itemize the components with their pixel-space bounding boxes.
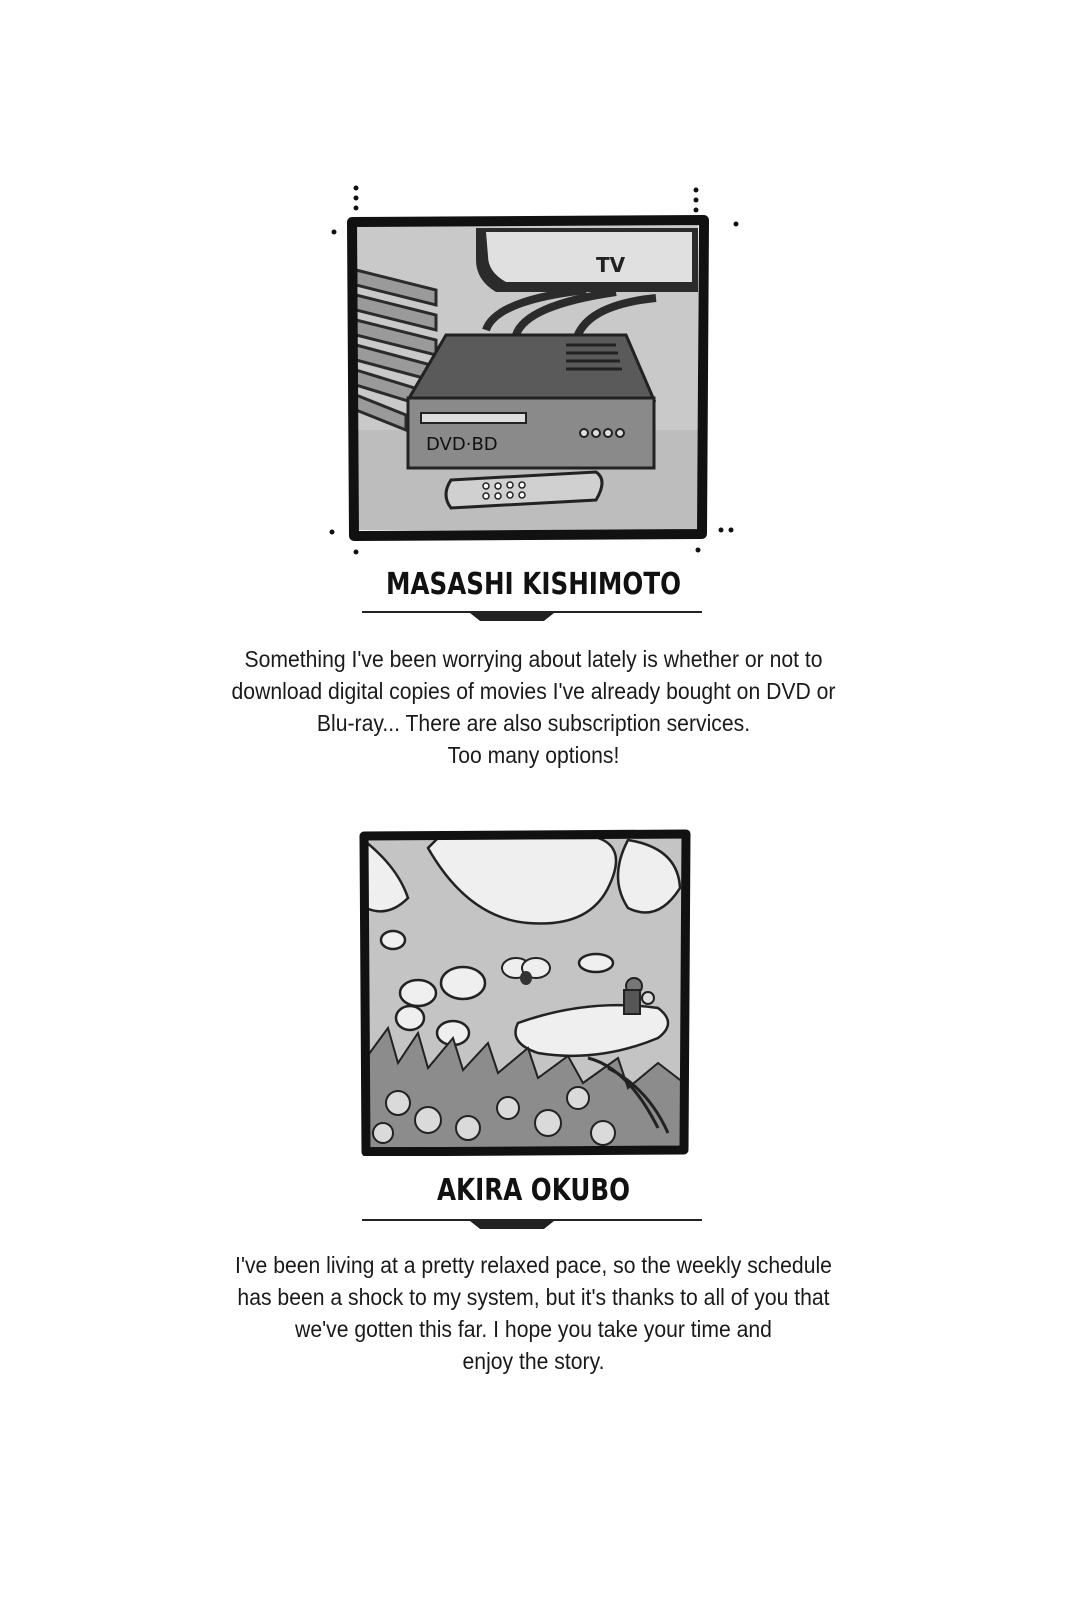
player-label: DVD·BD bbox=[426, 434, 498, 455]
comment-line: has been a shock to my system, but it's thanks to all of you that bbox=[237, 1284, 830, 1310]
author-name: MASASHI KISHIMOTO bbox=[385, 567, 682, 602]
comment-line: enjoy the story. bbox=[462, 1348, 605, 1374]
comment-line: Too many options! bbox=[447, 742, 620, 768]
author-comment bbox=[208, 1249, 858, 1377]
name-underline-tab bbox=[470, 613, 554, 621]
tv-label: TV bbox=[596, 253, 626, 277]
tv-dvd-illustration bbox=[326, 180, 746, 565]
comment-line: Blu-ray... There are also subscription services. bbox=[316, 710, 751, 736]
author-comment bbox=[208, 643, 858, 771]
author-name: AKIRA OKUBO bbox=[437, 1173, 630, 1208]
name-underline bbox=[362, 1219, 702, 1221]
comment-line: download digital copies of movies I've already bought on DVD or bbox=[231, 678, 836, 704]
name-underline-tab bbox=[470, 1221, 554, 1229]
flower-field-illustration bbox=[358, 828, 692, 1156]
name-underline bbox=[362, 611, 702, 613]
comment-line: I've been living at a pretty relaxed pace, so the weekly schedule bbox=[235, 1252, 832, 1278]
comment-line: we've gotten this far. I hope you take your time and bbox=[295, 1316, 772, 1342]
comment-line: Something I've been worrying about lately is whether or not to bbox=[244, 646, 823, 672]
